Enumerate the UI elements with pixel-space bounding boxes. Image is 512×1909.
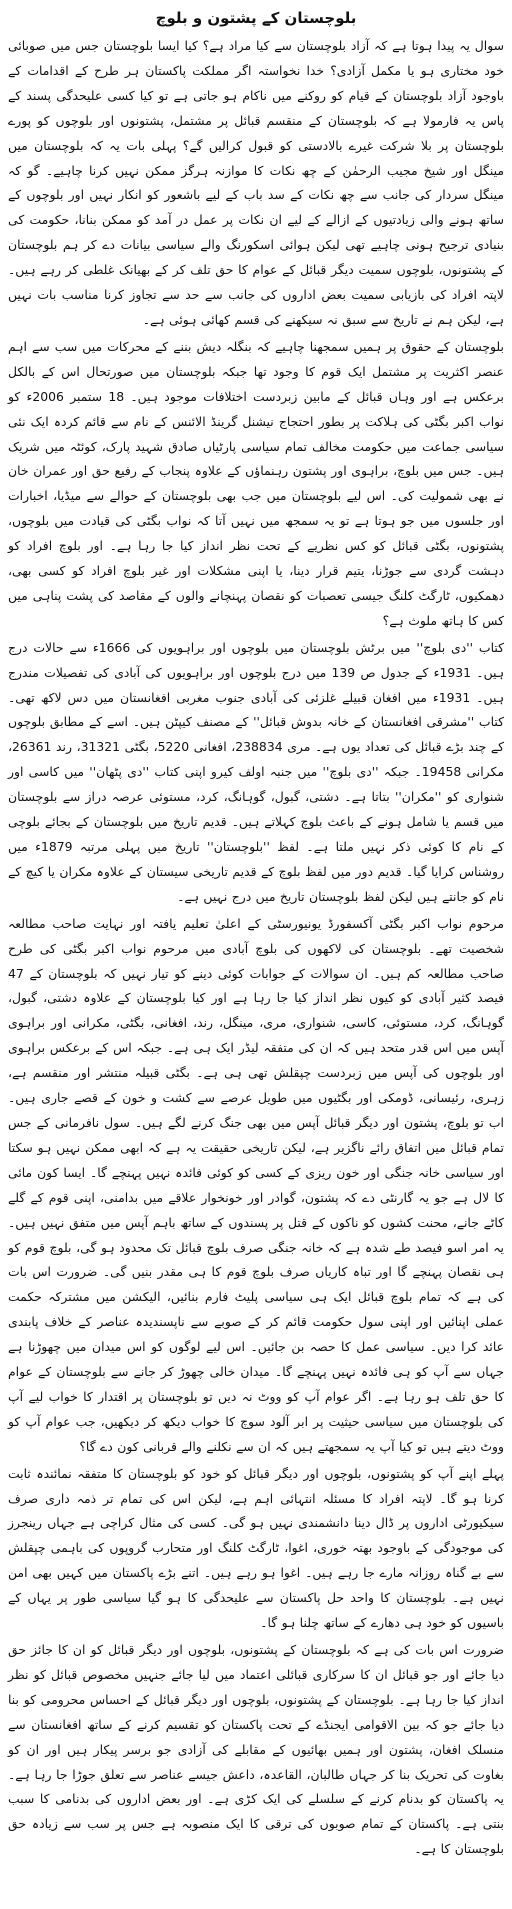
article-paragraph: ضرورت اس بات کی ہے کہ بلوچستان کے پشتونوں، بلوچوں اور دیگر قبائل کو ان کا جائز حق دیا جائے اور جو قبائل ان کا سرکاری قبائلی اعتماد میں لیا جائے جنہیں مخصوص قبائل کو نظر انداز کیا جا رہا ہے۔ بلوچستان کے پشتونوں، بلوچوں اور دیگر قبائل کے احساس محرومی کو بنا دیا جائے جو کہ بین الاقوامی ایجنڈے کے تحت پاکستان کو تقسیم کرنے کے ساتھ افغانستان سے منسلک افغان، پشتون اور ہمیں بھائیوں کے مقابلے کی آزادی جو برسر پیکار ہیں اور ان کو بغاوت کی تحریک بنا کر جہاں طالبان، القاعدہ، داعش جیسے عناصر سے تعلق جوڑا جا رہا ہے۔ یہ پاکستان کو بدنام کرنے کے سلسلے کی ایک کڑی ہے۔ اور بعض اداروں کی بدنامی کا سبب بنتی ہے۔ پاکستان کے تمام صوبوں کی ترقی کا ایک منصوبہ ہے جس پر سب سے زیادہ حق بلوچستان کا ہے۔ bbox=[8, 1642, 504, 1857]
article-paragraph: بلوچستان کے حقوق پر ہمیں سمجھنا چاہیے کہ بنگلہ دیش بننے کے محرکات میں سب سے اہم عنصر اکثریت پر مشتمل ایک قوم کا وجود تھا جبکہ بلوچستان میں صورتحال اس کے بالکل برعکس ہے اور وہاں قبائل کے مابین زبردست اختلافات موجود ہیں۔ 18 ستمبر 2006ء کو نواب اکبر بگٹی کی ہلاکت پر بطور احتجاج نیشنل گرینڈ الائنس کے نام سے قائم کردہ ایک نئی سیاسی جماعت میں حکومت مخالف تمام سیاسی پارٹیاں صادق شہید پارک، کوئٹہ میں شریک ہیں۔ جس میں بلوچ، براہوی اور پشتون رہنماؤں کے علاوہ پنجاب کے رفیع حق اور عمران خان نے بھی شمولیت کی۔ اس لیے بلوچستان میں جب بھی بلوچستان کے حوالے سے میڈیا، اخبارات اور جلسوں میں جو ہوتا ہے تو یہ سمجھ میں نہیں آتا کہ نواب بگٹی کی قیادت میں بلوچوں، پشتونوں، بگٹی قبائل کو کس نظریے کے تحت نظر انداز کیا جا رہا ہے۔ اور بلوچ افراد کو دہشت گردی سے جوڑنا، یتیم قرار دینا، یا اپنی مشکلات اور غیر بلوچ افراد کو کسی بھی، دھمکیوں، ٹارگٹ کلنگ جیسی تعصبات کو نقصان پہنچانے والوں کے مقاصد کی پشت پناہی میں کس کا ہاتھ ملوث ہے؟ bbox=[8, 338, 504, 628]
article-paragraph: پہلے اپنے آپ کو پشتونوں، بلوچوں اور دیگر قبائل کو خود کو بلوچستان کا متفقہ نمائندہ ثابت کرنا ہو گا۔ لاپتہ افراد کا مسئلہ انتہائی اہم ہے، لیکن اس کی تمام تر ذمہ داری صرف سیکیورٹی اداروں پر ڈال دینا دانشمندی نہیں ہو گی۔ کسی کی مثال کراچی ہے جہاں رینجرز کی موجودگی کے باوجود بھتہ خوری، اغوا، ٹارگٹ کلنگ اور متحارب گروپوں کی باہمی چپقلش سے بے گناہ روزانہ مارے جا رہے ہیں۔ اغوا ہو رہے ہیں۔ اتنے بڑے پاکستان میں کہیں بھی امن نہیں ہے۔ بلوچستان کا واحد حل پاکستان سے علیحدگی کا ہو گیا سیاسی طور پر یہاں کے باسیوں کو خود ہی دھارے کے ساتھ چلنا ہو گا۔ bbox=[8, 1465, 504, 1631]
article-paragraph: مرحوم نواب اکبر بگٹی آکسفورڈ یونیورسٹی کے اعلیٰ تعلیم یافتہ اور نہایت صاحب مطالعہ شخصیت تھے۔ بلوچستان کی لاکھوں کی بلوچ آبادی میں مرحوم نواب اکبر بگٹی کی طرح صاحب مطالعہ کم ہیں۔ ان سوالات کے جوابات کوئی دینے کو تیار نہیں کہ بلوچستان کے 47 فیصد کثیر آبادی کو کیوں نظر انداز کیا جا رہا ہے اور کیا بلوچستان کے علاوہ دشتی، گبول، گوہانگ، کرد، مستوئی، کاسی، شنواری، مری، مینگل، رند، افغانی، بگٹی، مکرانی اور براہوی آپس میں اس قدر متحد ہیں کہ ان کی متفقہ لیڈر ایک ہی ہے۔ جبکہ اس کے برعکس براہوی اور بلوچوں کی آپس میں زبردست چپقلش تھی ہی ہے۔ بگٹی قبیلہ منتشر اور منقسم ہے، زہری، رئیسانی، ڈومکی اور بگٹیوں میں طویل عرصے سے کشت و خون کے قصے جاری ہیں۔ اب تو بلوچ، پشتون اور دیگر قبائل آپس میں بھی جنگ کرنے لگے ہیں۔ سول نافرمانی کے جس تمام قبائل میں اتفاق رائے ناگزیر ہے، لیکن تاریخی حقیقت یہ ہے کہ ابھی ممکن نہیں ہو سکتا اور سیاسی خانہ جنگی اور خون ریزی کے کسی کو کوئی فائدہ نہیں پہنچے گا۔ ایسا کون مائی کا لال ہے جو یہ گارنٹی دے کہ پشتون، گوادر اور خونخوار علاقے میں بدامنی، اپنی قوم کے گلے کاٹے جانے، محنت کشوں کو ناکوں کے قتل پر پسندوں کے ساتھ باہم آپس میں متفق نہیں ہیں۔ یہ امر اسو فیصد طے شدہ ہے کہ خانہ جنگی صرف بلوچ قبائل تک محدود ہو گی، بلوچ قوم کو ہی نقصان پہنچے گا اور تباہ کاریاں صرف بلوچ قوم کا ہی مقدر بنیں گی۔ ضرورت اس بات کی ہے کہ تمام بلوچ قبائل ایک ہی سیاسی پلیٹ فارم بنائیں، الیکشن میں مشترکہ حکمت عملی اپنائیں اور اپنی سول حکومت قائم کر کے صوبے سے ناپسندیدہ عناصر کے خلاف پابندی عائد کرا دیں۔ سیاسی عمل کا حصہ بن جائیں۔ اس لیے لوگوں کو اس میدان میں چھوڑنا ہے جہاں سے آپ کو ہی فائدہ نہیں پہنچے گا۔ میدان خالی چھوڑ کر جانے سے بلوچستان کے عوام کا حق تلف ہو رہا ہے۔ اگر عوام آپ کو ووٹ نہ دیں تو بلوچستان پر اقتدار کا خواب لیے آپ کی بلوچستان میں سیاسی حیثیت پر ابر آلود سوچ کا خواب دیکھ کر دیکھیں، جب عوام آپ کو ووٹ دیتے ہیں تو کیا آپ یہ سمجھتے ہیں کہ ان سے نکلنے والے قربانی کون دے گا؟ bbox=[8, 915, 504, 1454]
article-paragraph: سوال یہ پیدا ہوتا ہے کہ آزاد بلوچستان سے کیا مراد ہے؟ کیا ایسا بلوچستان جس میں صوبائی خود مختاری ہو یا مکمل آزادی؟ خدا نخواستہ اگر مملکت پاکستان ہر طرح کے اقدامات کے باوجود آزاد بلوچستان کے قیام کو روکنے میں ناکام ہو جاتی ہے تو کیا کسی علیحدگی پسند کے پاس یہ فارمولا ہے کہ بلوچستان کے منقسم قبائل پر مشتمل، پشتونوں اور بلوچوں کو پورے بلوچستان پر بلا شرکت غیرے بالادستی کو قبول کرالیں گے؟ پہلی بات یہ کہ بلوچستان میں مینگل اور شیخ مجیب الرحمٰن کے چھ نکات کا موازنہ ہرگز ممکن نہیں کرنا چاہیے۔ گو کہ مینگل سردار کی جانب سے چھ نکات کے سد باب کے لیے باشعور کو انکار نہیں اور بلوچوں کے ساتھ ہونے والی زیادتیوں کے ازالے کے لیے ان نکات پر عمل در آمد کو ممکن بنانا، حکومت کی بنیادی ترجیح ہونی چاہیے تھی لیکن ہوائی اسکورنگ والے سیاسی بیانات دے کر ہم بلوچستان کے پشتونوں، بلوچوں سمیت دیگر قبائل کے عوام کا حق تلف کر کے بھیانک غلطی کر رہے ہیں۔ لاپتہ افراد کی بازیابی سمیت بعض اداروں کی جانب سے حد سے تجاوز کرنا مناسب بات نہیں ہے، لیکن ہم نے تاریخ سے سبق نہ سیکھنے کی قسم کھائی ہوئی ہے۔ bbox=[8, 38, 504, 327]
article-headline: بلوچستان کے پشتون و بلوچ bbox=[155, 9, 357, 27]
article-paragraph: کتاب ''دی بلوچ'' میں برٹش بلوچستان میں بلوچوں اور براہویوں کی 1666ء سے حالات درج ہیں۔ 1931ء کے جدول ص 139 میں درج بلوچوں اور براہویوں کی آبادی کی تفصیلات مندرج ہیں۔ 1931ء میں افغان قبیلے غلزئی کی آبادی جنوب مغربی افغانستان میں دس لاکھ تھی۔ کتاب ''مشرقی افغانستان کے خانہ بدوش قبائل'' کے مصنف کیپٹن ہیں۔ اسے کے مطابق بلوچوں کے چند بڑے قبائل کی تعداد یوں ہے۔ مری 238834، افغانی 5220، بگٹی 31321، رند 26361، مکرانی 19458۔ جبکہ ''دی بلوچ'' میں جنبہ اولف کیرو اپنی کتاب ''دی پٹھان'' میں کاسی اور شنواری کو ''مکران'' بتاتا ہے۔ دشتی، گبول، گوہانگ، کرد، مستوئی عرصہ دراز سے بلوچستان میں قسم یا شامل ہونے کے باعث بلوچ کہلاتے ہیں۔ قدیم تاریخ میں بلوچستان کے بجائے بلوچی کے نام کا کوئی ذکر نہیں ملتا ہے۔ لفظ ''بلوچستان'' تاریخ میں پہلی مرتبہ 1879ء میں روشناس کرایا گیا۔ قدیم دور میں لفظ بلوچ کے قدیم تاریخی سیستان کے علاوہ مکران یا کیچ کے نام کو جانتے ہیں لیکن لفظ بلوچستان تاریخ میں درج نہیں ہے۔ bbox=[8, 639, 505, 904]
article-body bbox=[8, 34, 504, 1862]
